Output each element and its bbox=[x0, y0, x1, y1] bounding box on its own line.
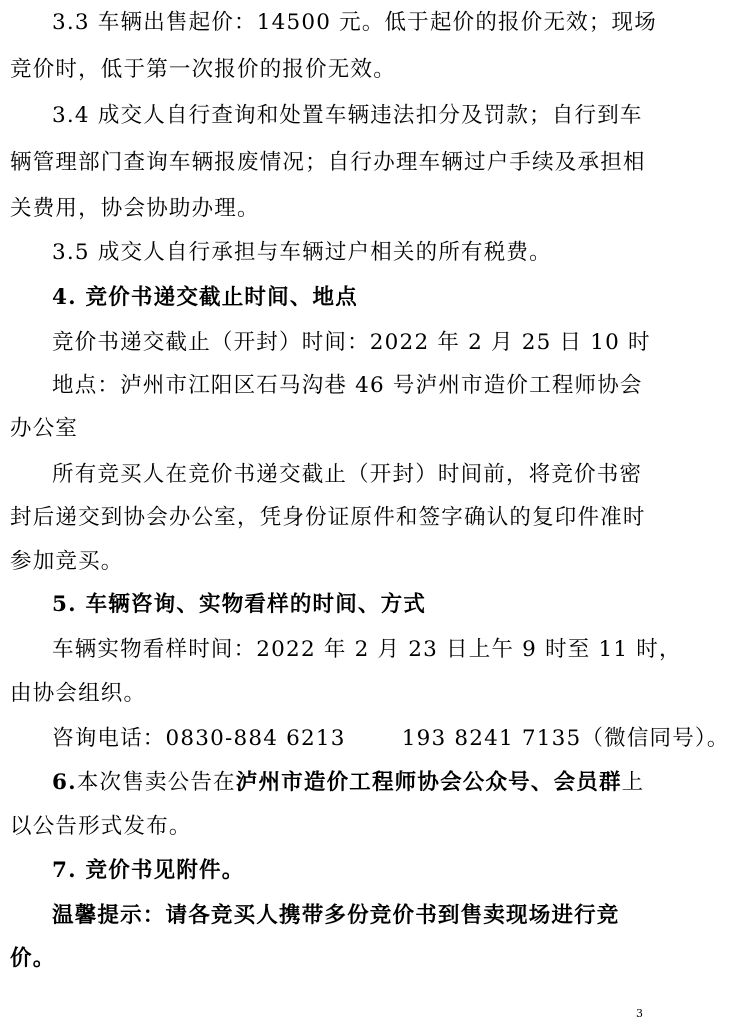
section-4-heading: 4. 竞价书递交截止时间、地点 bbox=[52, 285, 358, 310]
viewing-time-line-2: 由协会组织。 bbox=[10, 681, 147, 706]
place-line-1: 地点：泸州市江阳区石马沟巷 46 号泸州市造价工程师协会 bbox=[52, 373, 643, 398]
contact-phone-label: 咨询电话： bbox=[52, 726, 166, 751]
section-5-heading: 5. 车辆咨询、实物看样的时间、方式 bbox=[52, 592, 427, 617]
tip-line-2: 价。 bbox=[10, 946, 56, 971]
deadline-text: 竞价书递交截止（开封）时间：2022 年 2 月 25 日 10 时 bbox=[52, 330, 651, 355]
section-6-line-2: 以公告形式发布。 bbox=[10, 814, 192, 839]
section-6-bold-channel: 泸州市造价工程师协会公众号、会员群 bbox=[235, 770, 622, 795]
note-line-3: 参加竞买。 bbox=[10, 549, 124, 574]
contact-phone-line bbox=[52, 726, 730, 752]
section-6-line-1 bbox=[52, 770, 644, 796]
section-6-number: 6. bbox=[52, 770, 77, 795]
place-line-2: 办公室 bbox=[10, 416, 79, 441]
para-3-4-line-2: 辆管理部门查询车辆报废情况；自行办理车辆过户手续及承担相 bbox=[10, 150, 646, 175]
section-6-text-1: 本次售卖公告在 bbox=[76, 770, 236, 795]
para-3-4-line-3: 关费用，协会协助办理。 bbox=[10, 196, 260, 221]
note-line-2: 封后递交到协会办公室，凭身份证原件和签字确认的复印件准时 bbox=[10, 505, 646, 530]
contact-phone-1: 0830-884 6213 bbox=[165, 726, 346, 751]
section-7-heading: 7. 竞价书见附件。 bbox=[52, 858, 245, 883]
para-3-3-line-1: 3.3 车辆出售起价：14500 元。低于起价的报价无效；现场 bbox=[52, 10, 657, 35]
tip-line-1: 温馨提示：请各竞买人携带多份竞价书到售卖现场进行竞 bbox=[52, 903, 620, 928]
para-3-5-line-1: 3.5 成交人自行承担与车辆过户相关的所有税费。 bbox=[52, 240, 552, 265]
note-line-1: 所有竞买人在竞价书递交截止（开封）时间前，将竞价书密 bbox=[52, 462, 643, 487]
viewing-time-line-1: 车辆实物看样时间：2022 年 2 月 23 日上午 9 时至 11 时， bbox=[52, 637, 682, 662]
para-3-4-line-1: 3.4 成交人自行查询和处置车辆违法扣分及罚款；自行到车 bbox=[52, 103, 643, 128]
section-6-text-2: 上 bbox=[621, 770, 645, 795]
para-3-3-line-2: 竞价时，低于第一次报价的报价无效。 bbox=[10, 57, 396, 82]
contact-phone-2: 193 8241 7135（微信同号）。 bbox=[401, 726, 730, 751]
page-number: 3 bbox=[636, 1007, 643, 1020]
